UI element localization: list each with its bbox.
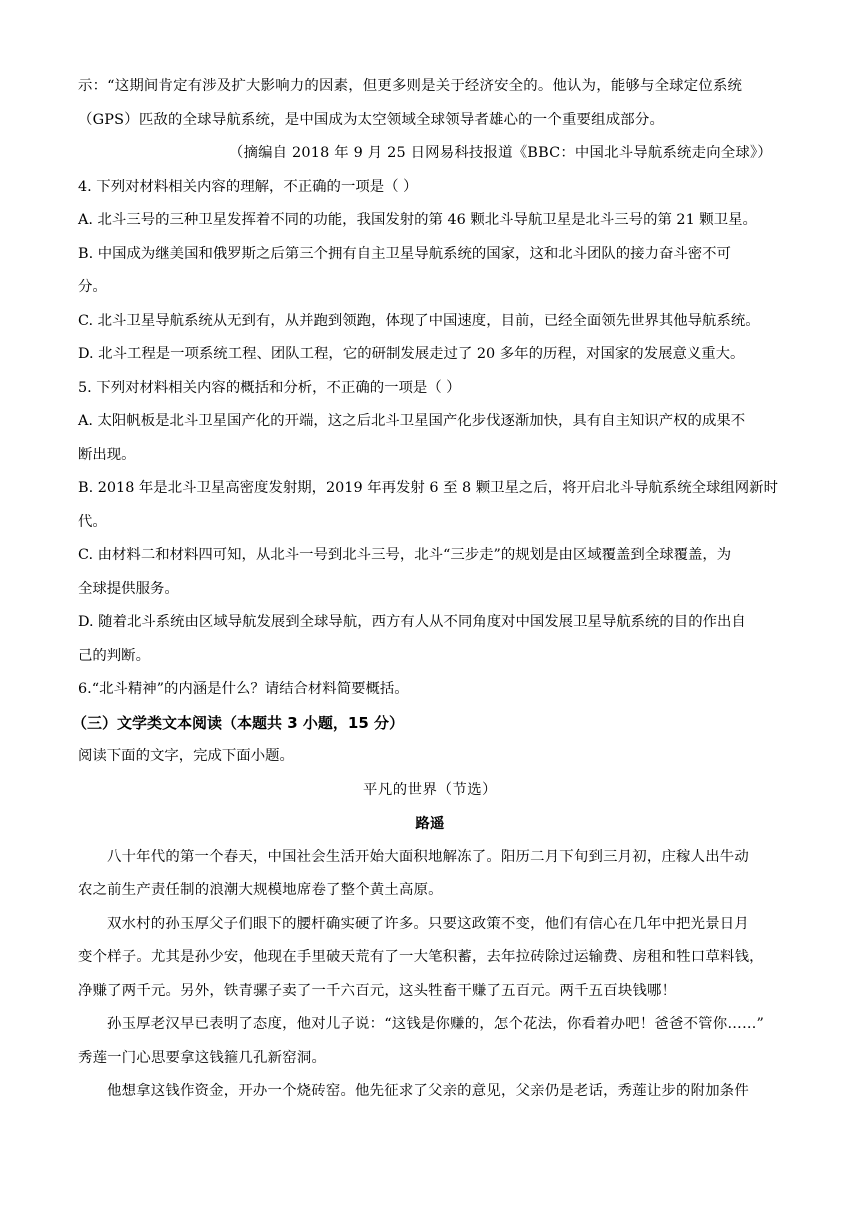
- passage-paragraph-line: 变个样子。尤其是孙少安，他现在手里破天荒有了一大笔积蓄，去年拉砖除过运输费、房租和牲口草料钱，: [78, 949, 764, 965]
- passage-paragraph-line: 秀莲一门心思要拿这钱箍几孔新窑洞。: [78, 1049, 327, 1066]
- question-5-stem: 5. 下列对材料相关内容的概括和分析，不正确的一项是（ ）: [78, 379, 461, 396]
- section-heading: （三）文学类文本阅读（本题共 3 小题，15 分）: [72, 713, 404, 732]
- question-4-option-a: A. 北斗三号的三种卫星发挥着不同的功能，我国发射的第 46 颗北斗导航卫星是北斗三号的第 21 颗卫星。: [78, 212, 757, 228]
- question-6-stem: 6.“北斗精神”的内涵是什么？请结合材料简要概括。: [78, 681, 409, 697]
- question-5-option-a: A. 太阳帆板是北斗卫星国产化的开端，这之后北斗卫星国产化步伐逐渐加快，具有自主知识产权的成果不: [78, 413, 746, 429]
- question-4-stem: 4. 下列对材料相关内容的理解，不正确的一项是（ ）: [78, 178, 418, 195]
- source-citation: （摘编自 2018 年 9 月 25 日网易科技报道《BBC：中国北斗导航系统走向全球》）: [228, 145, 772, 161]
- question-5-option-d-continuation: 己的判断。: [78, 647, 150, 664]
- question-5-option-a-continuation: 断出现。: [78, 446, 136, 463]
- passage-paragraph-line: 双水村的孙玉厚父子们眼下的腰杆确实硬了许多。只要这政策不变，他们有信心在几年中把光景日月: [107, 915, 749, 932]
- reading-instruction: 阅读下面的文字，完成下面小题。: [78, 748, 294, 764]
- passage-paragraph-line: 他想拿这钱作资金，开办一个烧砖窑。他先征求了父亲的意见，父亲仍是老话，秀莲让步的附加条件: [107, 1083, 749, 1099]
- question-4-option-b: B. 中国成为继美国和俄罗斯之后第三个拥有自主卫星导航系统的国家，这和北斗团队的接力奋斗密不可: [78, 245, 731, 262]
- question-5-option-b: B. 2018 年是北斗卫星高密度发射期，2019 年再发射 6 至 8 颗卫星之后，将开启北斗导航系统全球组网新时: [78, 480, 778, 496]
- passage-paragraph-line: 八十年代的第一个春天，中国社会生活开始大面积地解冻了。阳历二月下旬到三月初，庄稼人出牛动: [107, 848, 749, 865]
- question-4-option-d: D. 北斗工程是一项系统工程、团队工程，它的研制发展走过了 20 多年的历程，对国家的发展意义重大。: [78, 346, 745, 362]
- passage-paragraph-line: 农之前生产责任制的浪潮大规模地席卷了整个黄土高原。: [78, 882, 443, 898]
- question-5-option-b-continuation: 代。: [78, 513, 107, 530]
- question-5-option-c-continuation: 全球提供服务。: [78, 580, 179, 597]
- question-4-option-c: C. 北斗卫星导航系统从无到有，从并跑到领跑，体现了中国速度，目前，已经全面领先世界其他导航系统。: [78, 312, 760, 329]
- question-5-option-d: D. 随着北斗系统由区域导航发展到全球导航，西方有人从不同角度对中国发展卫星导航系统的目的作出自: [78, 614, 746, 630]
- passage-author: 路遥: [415, 815, 445, 832]
- question-5-option-c: C. 由材料二和材料四可知，从北斗一号到北斗三号，北斗“三步走”的规划是由区域覆盖到全球覆盖，为: [78, 547, 732, 563]
- passage-paragraph-line: 孙玉厚老汉早已表明了态度，他对儿子说：“这钱是你赚的，怎个花法，你看着办吧！爸爸不管你……”: [107, 1016, 765, 1032]
- article-text-line: （GPS）匹敌的全球导航系统，是中国成为太空领域全球领导者雄心的一个重要组成部分。: [78, 111, 665, 128]
- article-text-line: 示：“这期间肯定有涉及扩大影响力的因素，但更多则是关于经济安全的。他认为，能够与全球定位系统: [78, 78, 743, 94]
- passage-title: 平凡的世界（节选）: [362, 781, 498, 798]
- passage-paragraph-line: 净赚了两千元。另外，铁青骡子卖了一千六百元，这头牲畜干赚了五百元。两千五百块钱哪！: [78, 982, 677, 999]
- question-4-option-b-continuation: 分。: [78, 279, 107, 295]
